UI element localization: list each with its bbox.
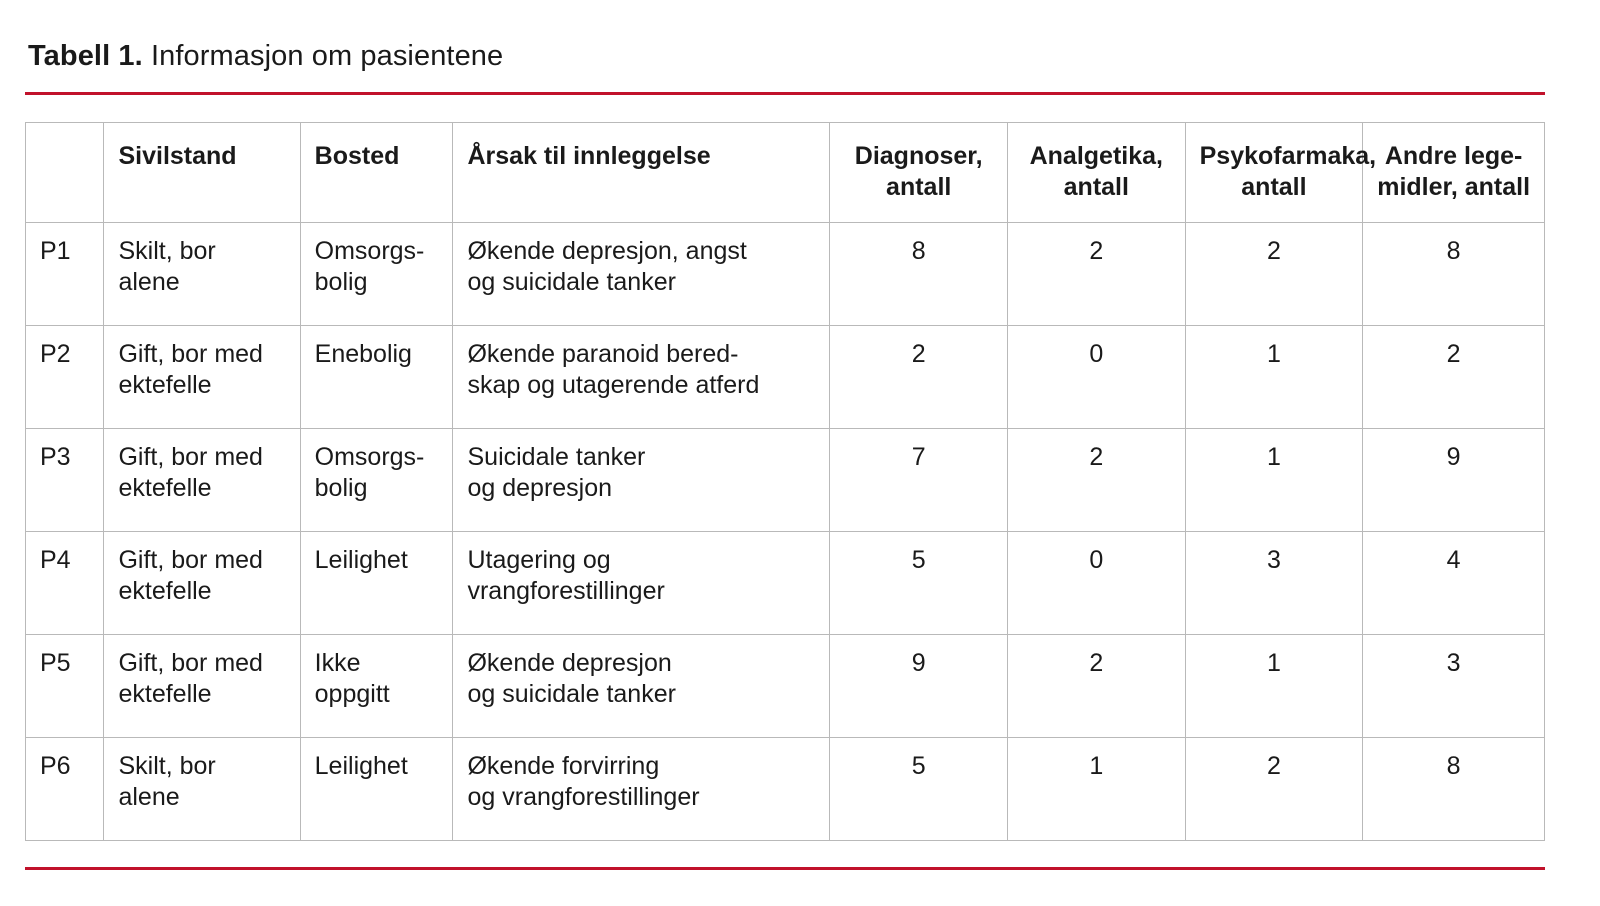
cell-sivilstand-line1: Gift, bor med (118, 443, 263, 472)
cell-arsak-line2: og suicidale tanker (467, 267, 676, 296)
cell-sivilstand-line2: ektefelle (118, 679, 212, 708)
cell-sivilstand (104, 429, 300, 532)
column-header-diagnoser (830, 123, 1008, 223)
cell-bosted-line1: Omsorgs- (314, 443, 425, 472)
patient-information-table (25, 122, 1545, 841)
cell-patient-id: P5 (26, 635, 104, 738)
cell-sivilstand (104, 635, 300, 738)
cell-sivilstand-line2: ektefelle (118, 473, 212, 502)
cell-arsak-line1: Økende paranoid bered- (467, 340, 739, 369)
column-header-analgetika-line2: antall (1063, 172, 1129, 201)
column-header-andre-legemidler (1363, 123, 1545, 223)
cell-sivilstand-line1: Gift, bor med (118, 649, 263, 678)
cell-analgetika: 2 (1008, 223, 1186, 326)
cell-bosted-line1: Leilighet (314, 546, 408, 575)
table-row (26, 223, 1545, 326)
cell-patient-id: P3 (26, 429, 104, 532)
table-caption-text: Informasjon om pasientene (142, 40, 504, 72)
cell-sivilstand-line1: Gift, bor med (118, 340, 263, 369)
cell-bosted-line2: bolig (314, 267, 368, 296)
cell-sivilstand (104, 326, 300, 429)
column-header-psykofarmaka (1185, 123, 1377, 223)
cell-bosted (300, 429, 453, 532)
cell-arsak (453, 429, 830, 532)
cell-diagnoser: 5 (830, 532, 1008, 635)
cell-bosted (300, 738, 453, 841)
cell-sivilstand-line2: alene (118, 267, 180, 296)
column-header-arsak (453, 123, 830, 223)
cell-andre-legemidler: 3 (1363, 635, 1545, 738)
cell-psykofarmaka: 1 (1185, 429, 1363, 532)
cell-andre-legemidler: 4 (1363, 532, 1545, 635)
cell-arsak-line2: og suicidale tanker (467, 679, 676, 708)
column-header-diagnoser-line2: antall (886, 172, 952, 201)
cell-bosted-line2: bolig (314, 473, 368, 502)
cell-analgetika: 0 (1008, 326, 1186, 429)
cell-sivilstand (104, 223, 300, 326)
cell-sivilstand-line2: alene (118, 782, 180, 811)
cell-psykofarmaka: 2 (1185, 738, 1363, 841)
cell-arsak (453, 635, 830, 738)
cell-arsak-line2: skap og utagerende atferd (467, 370, 760, 399)
table-row (26, 532, 1545, 635)
cell-sivilstand-line2: ektefelle (118, 370, 212, 399)
cell-analgetika: 1 (1008, 738, 1186, 841)
cell-sivilstand-line1: Skilt, bor (118, 237, 216, 266)
cell-bosted-line1: Enebolig (314, 340, 412, 369)
cell-arsak (453, 738, 830, 841)
cell-analgetika: 2 (1008, 429, 1186, 532)
cell-analgetika: 2 (1008, 635, 1186, 738)
cell-bosted-line1: Ikke (314, 649, 361, 678)
cell-bosted-line2: oppgitt (314, 679, 390, 708)
cell-sivilstand-line1: Skilt, bor (118, 752, 216, 781)
table-row (26, 326, 1545, 429)
column-header-id (26, 123, 104, 223)
table-header-row (26, 123, 1545, 223)
cell-bosted-line1: Leilighet (314, 752, 408, 781)
cell-diagnoser: 2 (830, 326, 1008, 429)
cell-arsak-line1: Økende forvirring (467, 752, 660, 781)
cell-patient-id: P4 (26, 532, 104, 635)
cell-diagnoser: 8 (830, 223, 1008, 326)
cell-patient-id: P1 (26, 223, 104, 326)
cell-arsak (453, 223, 830, 326)
cell-psykofarmaka: 3 (1185, 532, 1363, 635)
cell-diagnoser: 5 (830, 738, 1008, 841)
table-caption (28, 38, 1545, 74)
cell-patient-id: P6 (26, 738, 104, 841)
cell-sivilstand-line2: ektefelle (118, 576, 212, 605)
cell-bosted-line1: Omsorgs- (314, 237, 425, 266)
cell-analgetika: 0 (1008, 532, 1186, 635)
cell-psykofarmaka: 1 (1185, 326, 1363, 429)
cell-arsak-line2: og depresjon (467, 473, 613, 502)
cell-arsak (453, 326, 830, 429)
cell-bosted (300, 532, 453, 635)
cell-andre-legemidler: 8 (1363, 223, 1545, 326)
column-header-bosted-line1: Bosted (314, 142, 400, 171)
cell-arsak-line2: vrangforestillinger (467, 576, 665, 605)
cell-bosted (300, 223, 453, 326)
table-row (26, 635, 1545, 738)
cell-arsak (453, 532, 830, 635)
table-row (26, 429, 1545, 532)
cell-arsak-line2: og vrangforestillinger (467, 782, 700, 811)
cell-psykofarmaka: 2 (1185, 223, 1363, 326)
cell-bosted (300, 635, 453, 738)
column-header-psykofarmaka-line2: antall (1241, 172, 1307, 201)
cell-sivilstand-line1: Gift, bor med (118, 546, 263, 575)
cell-arsak-line1: Suicidale tanker (467, 443, 646, 472)
cell-andre-legemidler: 8 (1363, 738, 1545, 841)
column-header-andre-legemidler-line2: midler, antall (1377, 172, 1531, 201)
cell-patient-id: P2 (26, 326, 104, 429)
column-header-analgetika (1008, 123, 1186, 223)
column-header-arsak-line1: Årsak til innleggelse (467, 142, 711, 171)
cell-andre-legemidler: 9 (1363, 429, 1545, 532)
cell-diagnoser: 9 (830, 635, 1008, 738)
column-header-psykofarmaka-line1: Psykofarmaka, (1199, 142, 1377, 171)
column-header-andre-legemidler-line1: Andre lege- (1384, 142, 1523, 171)
cell-arsak-line1: Utagering og (467, 546, 611, 575)
column-header-diagnoser-line1: Diagnoser, (854, 142, 983, 171)
cell-arsak-line1: Økende depresjon, angst (467, 237, 747, 266)
cell-andre-legemidler: 2 (1363, 326, 1545, 429)
cell-arsak-line1: Økende depresjon (467, 649, 672, 678)
cell-diagnoser: 7 (830, 429, 1008, 532)
cell-bosted (300, 326, 453, 429)
cell-sivilstand (104, 532, 300, 635)
table-row (26, 738, 1545, 841)
top-rule (25, 92, 1545, 95)
table-caption-label: Tabell 1. (28, 40, 143, 72)
column-header-sivilstand-line1: Sivilstand (118, 142, 237, 171)
cell-sivilstand (104, 738, 300, 841)
column-header-bosted (300, 123, 453, 223)
cell-psykofarmaka: 1 (1185, 635, 1363, 738)
column-header-sivilstand (104, 123, 300, 223)
bottom-rule (25, 867, 1545, 870)
column-header-analgetika-line1: Analgetika, (1029, 142, 1163, 171)
